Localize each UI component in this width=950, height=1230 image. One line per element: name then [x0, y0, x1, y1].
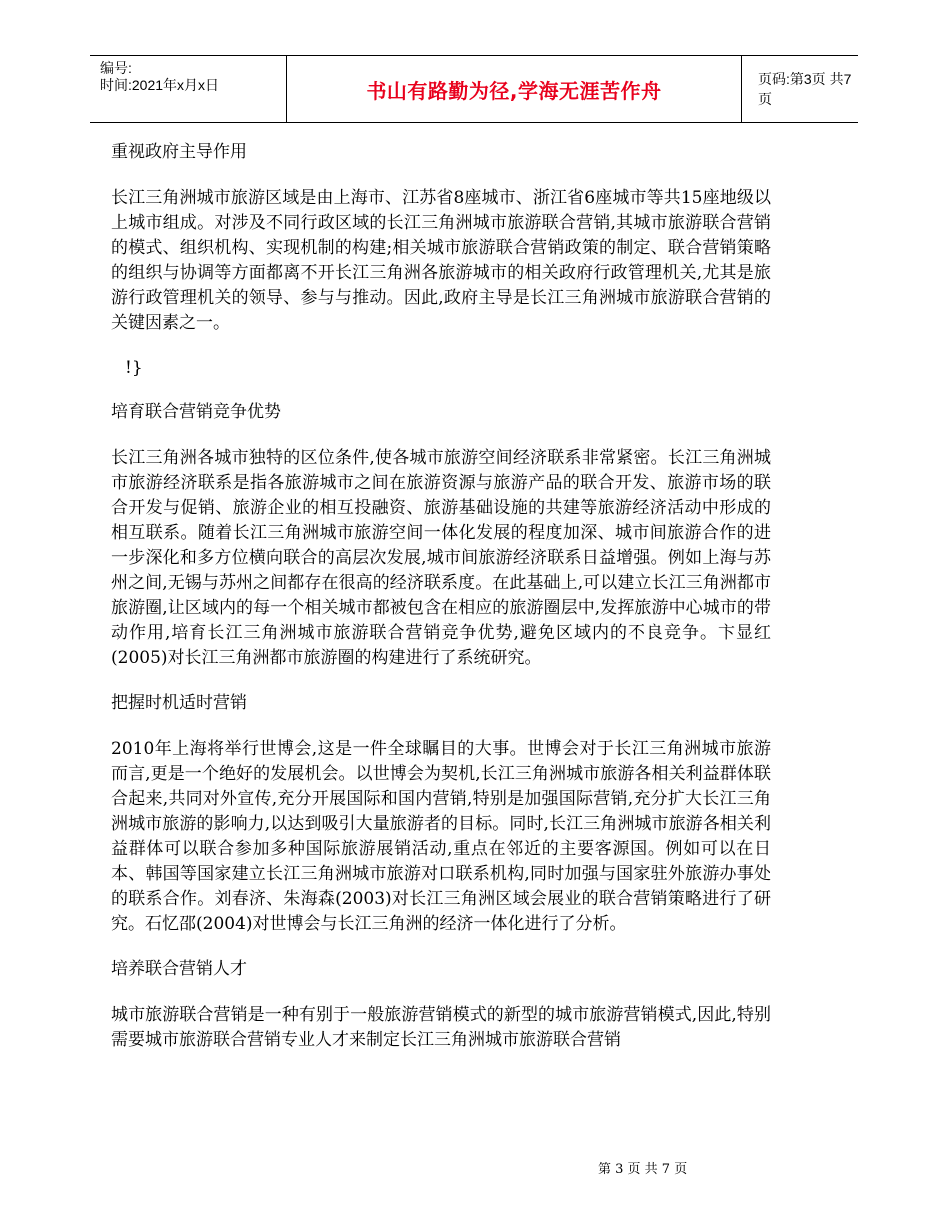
paragraph: 长江三角洲城市旅游区域是由上海市、江苏省8座城市、浙江省6座城市等共15座地级以上城市组成。对涉及不同行政区域的长江三角洲城市旅游联合营销,其城市旅游联合营销的模式、组织机构、实现机制的构建;相关城市旅游联合营销政策的制定、联合营销策略的组织与协调等方面都离不开长江三角洲各旅游城市的相关政府行政管理机关,尤其是旅游行政管理机关的领导、参与与推动。因此,政府主导是长江三角洲城市旅游联合营销的关键因素之一。	[111, 188, 771, 333]
number-label: 编号:	[100, 60, 132, 76]
header-motto: 书山有路勤为径,学海无涯苦作舟	[286, 56, 742, 122]
header-page-info: 页码:第3页 共7页	[758, 71, 852, 107]
paragraph: 城市旅游联合营销是一种有别于一般旅游营销模式的新型的城市旅游营销模式,因此,特别需要城市旅游联合营销专业人才来制定长江三角洲城市旅游联合营销	[111, 1005, 771, 1050]
time-label: 时间:2021年x月x日	[100, 77, 220, 93]
paragraph: 2010年上海将举行世博会,这是一件全球瞩目的大事。世博会对于长江三角洲城市旅游而言,更是一个绝好的发展机会。以世博会为契机,长江三角洲城市旅游各相关利益群体联合起来,共同对外宣传,充分开展国际和国内营销,特别是加强国际营销,充分扩大长江三角洲城市旅游的影响力,以达到吸引大量旅游者的目标。同时,长江三角洲城市旅游各相关利益群体可以联合参加多种国际旅游展销活动,重点在邻近的主要客源国。例如可以在日本、韩国等国家建立长江三角洲城市旅游对口联系机构,同时加强与国家驻外旅游办事处的联系合作。刘春济、朱海森(2003)对长江三角洲区域会展业的联合营销策略进行了研究。石忆邵(2004)对世博会与长江三角洲的经济一体化进行了分析。	[111, 739, 771, 934]
stray-mark: !}	[125, 358, 143, 378]
section-heading: 重视政府主导作用	[111, 142, 247, 162]
header-meta	[100, 60, 290, 94]
paragraph: 长江三角洲各城市独特的区位条件,使各城市旅游空间经济联系非常紧密。长江三角洲城市旅游经济联系是指各旅游城市之间在旅游资源与旅游产品的联合开发、旅游市场的联合开发与促销、旅游企业的相互投融资、旅游基础设施的共建等旅游经济活动中形成的相互联系。随着长江三角洲城市旅游空间一体化发展的程度加深、城市间旅游合作的进一步深化和多方位横向联合的高层次发展,城市间旅游经济联系日益增强。例如上海与苏州之间,无锡与苏州之间都存在很高的经济联系度。在此基础上,可以建立长江三角洲都市旅游圈,让区域内的每一个相关城市都被包含在相应的旅游圈层中,发挥旅游中心城市的带动作用,培育长江三角洲城市旅游联合营销竞争优势,避免区域内的不良竞争。卞显红(2005)对长江三角洲都市旅游圈的构建进行了系统研究。	[111, 448, 771, 668]
section-heading: 把握时机适时营销	[111, 693, 247, 713]
page-header	[90, 55, 858, 123]
section-heading: 培育联合营销竞争优势	[111, 402, 281, 422]
section-heading: 培养联合营销人才	[111, 959, 247, 979]
page-footer: 第 3 页 共 7 页	[598, 1162, 688, 1177]
document-body	[111, 140, 771, 1053]
